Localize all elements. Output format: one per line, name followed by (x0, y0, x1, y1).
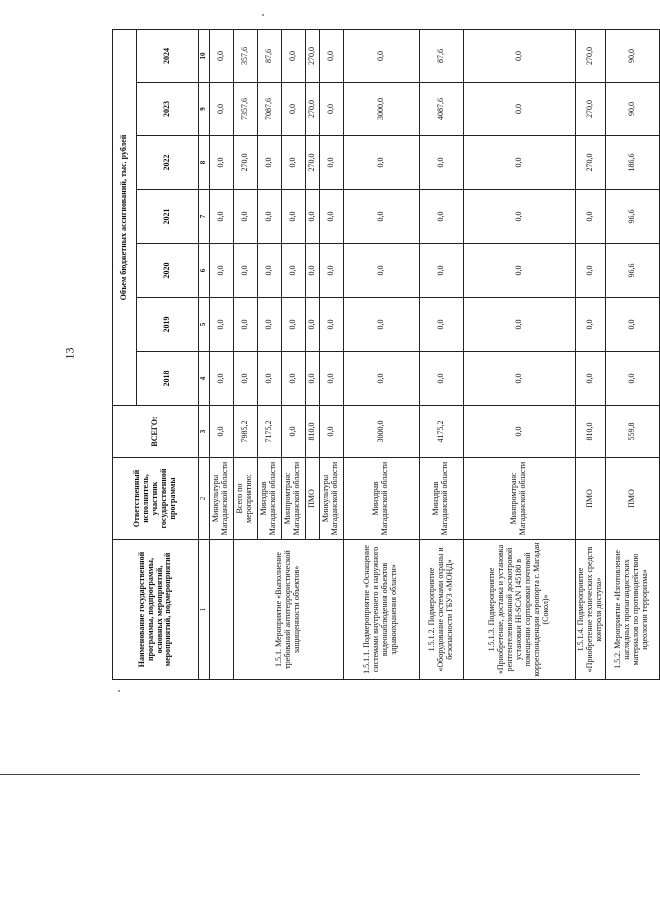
cell-value: 7087,6 (257, 83, 281, 136)
cell-value: 0,0 (233, 352, 257, 406)
row-responsible: Минпромтранс Магаданской области (463, 458, 575, 540)
col-number: 10 (199, 29, 210, 82)
cell-value: 0,0 (463, 352, 575, 406)
row-responsible: Минкультуры Магаданской области (319, 458, 343, 540)
cell-value: 0,0 (281, 83, 305, 136)
cell-value: 0,0 (209, 244, 233, 298)
cell-value: 96,6 (605, 190, 659, 244)
cell-value: 0,0 (605, 352, 659, 406)
scan-speck (262, 14, 264, 16)
cell-value: 0,0 (343, 244, 419, 298)
header-year: 2022 (137, 136, 199, 190)
header-year: 2024 (137, 29, 199, 82)
header-funding-group: Объем бюджетных ассигнований, тыс. рублей (113, 29, 137, 405)
cell-value: 3000,0 (343, 83, 419, 136)
header-year: 2020 (137, 244, 199, 298)
table-row (233, 29, 257, 679)
cell-value: 0,0 (463, 83, 575, 136)
cell-value: 270,0 (575, 136, 605, 190)
row-responsible: Минкультуры Магаданской области (209, 458, 233, 540)
header-responsible: Ответственный исполнитель, участник государственной программы (113, 458, 199, 540)
col-number: 9 (199, 83, 210, 136)
cell-value: 0,0 (257, 190, 281, 244)
cell-value: 0,0 (605, 298, 659, 352)
row-responsible: Всего по мероприятию: (233, 458, 257, 540)
cell-total: 4175,2 (419, 406, 463, 458)
col-number: 1 (199, 540, 210, 680)
cell-value: 270,0 (305, 136, 319, 190)
cell-value: 0,0 (319, 352, 343, 406)
page-divider-line (0, 774, 640, 775)
cell-value: 0,0 (281, 29, 305, 82)
cell-value: 0,0 (233, 190, 257, 244)
col-number: 5 (199, 298, 210, 352)
cell-value: 0,0 (233, 298, 257, 352)
table-row (605, 29, 659, 679)
row-responsible: Минпромтранс Магаданской области (281, 458, 305, 540)
cell-value: 0,0 (343, 352, 419, 406)
cell-value: 0,0 (419, 190, 463, 244)
cell-value: 0,0 (575, 244, 605, 298)
table-row (419, 29, 463, 679)
table-row (343, 29, 419, 679)
row-name: 1.5.1.3. Подмероприятие «Приобретение, доставка и установка рентгентелевизионной досмотровой установки HI-SCAN 145180 в помещении сортировки почтовой корреспонденции аэропорта г. Магадан (Сокол)» (463, 540, 575, 680)
cell-value: 0,0 (305, 298, 319, 352)
cell-value: 357,6 (233, 29, 257, 82)
row-responsible: ПМО (575, 458, 605, 540)
cell-value: 0,0 (463, 29, 575, 82)
cell-value: 186,6 (605, 136, 659, 190)
table-row (209, 29, 233, 679)
col-number: 7 (199, 190, 210, 244)
cell-value: 0,0 (343, 190, 419, 244)
cell-value: 0,0 (463, 298, 575, 352)
table-row (575, 29, 605, 679)
cell-value: 270,0 (575, 83, 605, 136)
cell-value: 270,0 (305, 83, 319, 136)
cell-value: 96,6 (605, 244, 659, 298)
page-number: 13 (62, 347, 77, 360)
row-name: 1.5.1. Мероприятие «Выполнение требований антитеррористической защищенности объектов» (233, 540, 343, 680)
cell-value: 0,0 (343, 136, 419, 190)
table-row (463, 29, 575, 679)
cell-value: 0,0 (575, 352, 605, 406)
header-name: Наименование государственной программы, подпрограммы, основных мероприятий, мероприятий, подмероприятий (113, 540, 199, 680)
cell-value: 0,0 (343, 29, 419, 82)
cell-value: 0,0 (257, 136, 281, 190)
col-number: 2 (199, 458, 210, 540)
cell-value: 0,0 (209, 83, 233, 136)
cell-value: 0,0 (281, 136, 305, 190)
cell-value: 4087,6 (419, 83, 463, 136)
cell-total: 0,0 (209, 406, 233, 458)
row-name: 1.5.1.4. Подмероприятие «Приобретение технических средств контроля доступа» (575, 540, 605, 680)
cell-value: 0,0 (319, 298, 343, 352)
cell-value: 0,0 (257, 244, 281, 298)
row-responsible: Минздрав Магаданской области (257, 458, 281, 540)
cell-value: 0,0 (319, 136, 343, 190)
cell-value: 0,0 (233, 244, 257, 298)
cell-value: 0,0 (463, 136, 575, 190)
cell-value: 0,0 (463, 190, 575, 244)
cell-value: 0,0 (343, 298, 419, 352)
row-name-cell (209, 540, 233, 680)
scan-speck (118, 690, 120, 692)
cell-total: 7985,2 (233, 406, 257, 458)
cell-value: 0,0 (305, 244, 319, 298)
cell-value: 0,0 (419, 352, 463, 406)
cell-value: 0,0 (419, 244, 463, 298)
cell-total: 810,0 (305, 406, 319, 458)
cell-value: 0,0 (209, 29, 233, 82)
cell-total: 0,0 (463, 406, 575, 458)
header-year: 2019 (137, 298, 199, 352)
col-number: 4 (199, 352, 210, 406)
cell-value: 87,6 (257, 29, 281, 82)
cell-value: 0,0 (209, 136, 233, 190)
col-number: 3 (199, 406, 210, 458)
cell-value: 0,0 (305, 190, 319, 244)
row-name: 1.5.2. Мероприятие «Изготовление наглядных пропагандистских материалов по противодействию идеологии терроризма» (605, 540, 659, 680)
cell-value: 0,0 (575, 298, 605, 352)
cell-value: 0,0 (419, 298, 463, 352)
cell-value: 270,0 (575, 29, 605, 82)
cell-total: 0,0 (319, 406, 343, 458)
cell-value: 0,0 (209, 190, 233, 244)
cell-value: 0,0 (319, 83, 343, 136)
rotated-table-wrapper (112, 30, 650, 680)
cell-total: 559,8 (605, 406, 659, 458)
cell-value: 0,0 (575, 190, 605, 244)
row-responsible: Минздрав Магаданской области (343, 458, 419, 540)
col-number: 6 (199, 244, 210, 298)
header-year: 2023 (137, 83, 199, 136)
cell-value: 270,0 (233, 136, 257, 190)
cell-value: 90,0 (605, 83, 659, 136)
budget-allocation-table (112, 29, 660, 680)
cell-value: 0,0 (281, 190, 305, 244)
row-responsible: Минздрав Магаданской области (419, 458, 463, 540)
cell-total: 3000,0 (343, 406, 419, 458)
cell-value: 0,0 (419, 136, 463, 190)
cell-value: 0,0 (319, 190, 343, 244)
row-responsible: ПМО (605, 458, 659, 540)
header-total: ВСЕГО: (113, 406, 199, 458)
budget-table-sheet (112, 30, 650, 680)
cell-value: 0,0 (319, 244, 343, 298)
header-year: 2018 (137, 352, 199, 406)
cell-value: 0,0 (209, 298, 233, 352)
cell-total: 810,0 (575, 406, 605, 458)
cell-total: 7175,2 (257, 406, 281, 458)
cell-value: 0,0 (305, 352, 319, 406)
cell-value: 0,0 (281, 298, 305, 352)
header-year: 2021 (137, 190, 199, 244)
cell-value: 0,0 (209, 352, 233, 406)
row-name: 1.5.1.2. Подмероприятие «Оборудование системами охраны и безопасности ГБУЗ «МОНД» (419, 540, 463, 680)
cell-value: 0,0 (463, 244, 575, 298)
cell-value: 0,0 (257, 298, 281, 352)
row-responsible: ПМО (305, 458, 319, 540)
cell-value: 0,0 (281, 244, 305, 298)
cell-value: 90,0 (605, 29, 659, 82)
cell-total: 0,0 (281, 406, 305, 458)
cell-value: 270,0 (305, 29, 319, 82)
cell-value: 87,6 (419, 29, 463, 82)
cell-value: 0,0 (257, 352, 281, 406)
col-number: 8 (199, 136, 210, 190)
cell-value: 7357,6 (233, 83, 257, 136)
cell-value: 0,0 (319, 29, 343, 82)
cell-value: 0,0 (281, 352, 305, 406)
row-name: 1.5.1.1. Подмероприятие «Оснащение системами внутреннего и наружного видеонаблюдения объектов здравоохранения области» (343, 540, 419, 680)
